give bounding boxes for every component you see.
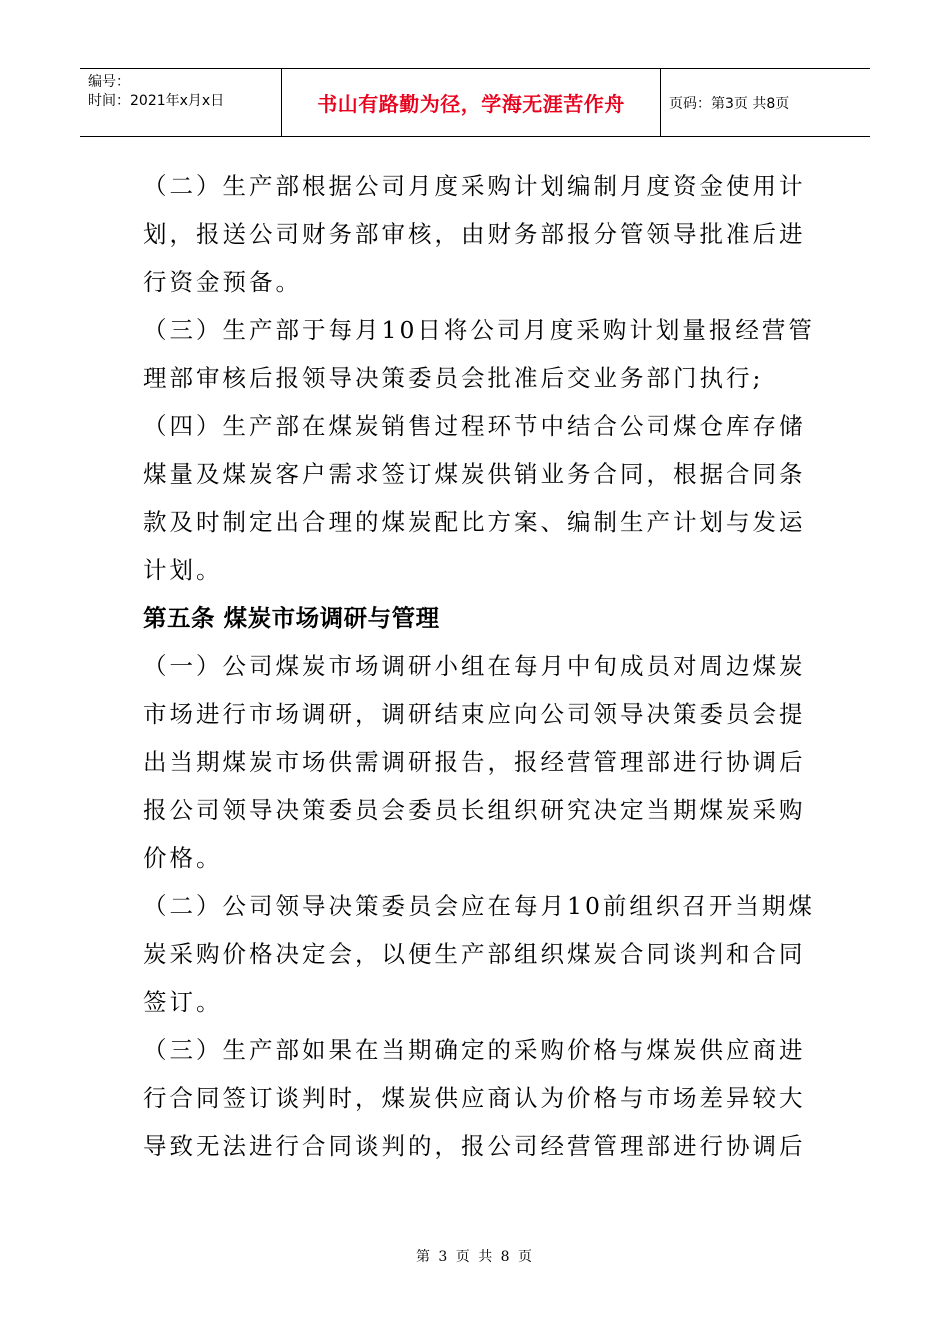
document-body bbox=[143, 162, 813, 1170]
body-line: 理部审核后报领导决策委员会批准后交业务部门执行; bbox=[143, 364, 764, 392]
page-footer: 第 3 页 共 8 页 bbox=[415, 1249, 535, 1265]
body-line: 签订。 bbox=[143, 988, 223, 1016]
body-line: 出当期煤炭市场供需调研报告，报经营管理部进行协调后 bbox=[143, 748, 806, 776]
body-line: 款及时制定出合理的煤炭配比方案、编制生产计划与发运 bbox=[143, 508, 806, 536]
body-line: 行合同签订谈判时，煤炭供应商认为价格与市场差异较大 bbox=[143, 1084, 806, 1112]
page-header bbox=[80, 68, 870, 137]
body-line: （三）生产部于每月10日将公司月度采购计划量报经营管 bbox=[143, 316, 815, 344]
header-page-number: 页码：第3页 共8页 bbox=[669, 95, 790, 112]
body-line: （二）生产部根据公司月度采购计划编制月度资金使用计 bbox=[143, 172, 806, 200]
body-line: （四）生产部在煤炭销售过程环节中结合公司煤仓库存储 bbox=[143, 412, 806, 440]
body-line: （二）公司领导决策委员会应在每月10前组织召开当期煤 bbox=[143, 892, 815, 920]
body-line: 炭采购价格决定会，以便生产部组织煤炭合同谈判和合同 bbox=[143, 940, 806, 968]
body-line: 导致无法进行合同谈判的，报公司经营管理部进行协调后 bbox=[143, 1132, 806, 1160]
body-line: 计划。 bbox=[143, 556, 223, 584]
body-line: （三）生产部如果在当期确定的采购价格与煤炭供应商进 bbox=[143, 1036, 806, 1064]
body-line: （一）公司煤炭市场调研小组在每月中旬成员对周边煤炭 bbox=[143, 652, 806, 680]
body-line: 报公司领导决策委员会委员长组织研究决定当期煤炭采购 bbox=[143, 796, 806, 824]
section-heading: 第五条 煤炭市场调研与管理 bbox=[143, 604, 440, 632]
document-date-label: 时间：2021年x月x日 bbox=[88, 93, 225, 109]
header-meta bbox=[80, 69, 282, 136]
body-line: 价格。 bbox=[143, 844, 223, 872]
body-line: 划，报送公司财务部审核，由财务部报分管领导批准后进 bbox=[143, 220, 806, 248]
body-line: 行资金预备。 bbox=[143, 268, 302, 296]
body-line: 煤量及煤炭客户需求签订煤炭供销业务合同，根据合同条 bbox=[143, 460, 806, 488]
body-line: 市场进行市场调研，调研结束应向公司领导决策委员会提 bbox=[143, 700, 806, 728]
header-motto: 书山有路勤为径，学海无涯苦作舟 bbox=[282, 69, 661, 136]
document-number-label: 编号： bbox=[88, 74, 130, 90]
